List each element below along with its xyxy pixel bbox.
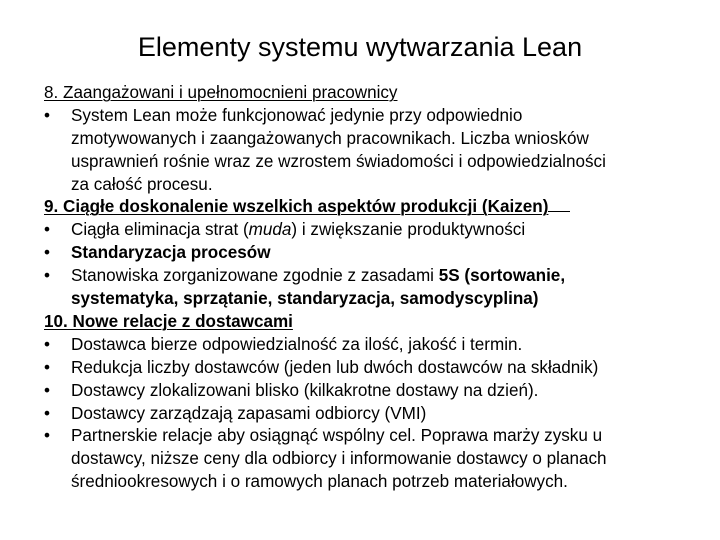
section-10-bullet-4 [44,403,709,426]
bullet-glyph: • [44,243,50,263]
section-9-bullet-2 [44,242,709,265]
bullet-continuation: usprawnień rośnie wraz ze wzrostem świadomości i odpowiedzialności [71,151,606,171]
bullet-glyph: • [44,105,50,125]
slide-body [44,82,709,494]
bullet-text-bold: systematyka, sprzątanie, standaryzacja, samodyscyplina) [71,289,539,309]
bullet-text: Redukcja liczby dostawców (jeden lub dwóch dostawców na składnik) [71,357,599,377]
bullet-text-part: ) i zwiększanie produktywności [291,220,526,240]
bullet-continuation: za całość procesu. [71,174,213,194]
bullet-glyph: • [44,403,50,423]
section-10-bullet-5 [44,425,709,448]
section-10-heading [44,311,709,334]
section-10-bullet-3 [44,380,709,403]
bullet-text [71,219,525,242]
bullet-text: System Lean może funkcjonować jedynie przy odpowiednio [71,105,523,125]
section-10-bullet-1 [44,334,709,357]
section-8-heading [44,82,709,105]
bullet-glyph: • [44,380,50,400]
bullet-glyph: • [44,426,50,446]
section-8-bullet-1 [44,105,709,128]
bullet-glyph: • [44,266,50,286]
bullet-text [71,265,565,288]
slide-title: Elementy systemu wytwarzania Lean [137,32,583,62]
bullet-text: Partnerskie relacje aby osiągnąć wspólny cel. Poprawa marży zysku u [71,426,603,446]
bullet-continuation: dostawcy, niższe ceny dla odbiorcy i informowanie dostawcy o planach [71,449,607,469]
section-10-bullet-2 [44,357,709,380]
bullet-text-part: Ciągła eliminacja strat ( [71,220,249,240]
bullet-glyph: • [44,220,50,240]
bullet-text-part: Stanowiska zorganizowane zgodnie z zasadami [71,266,439,286]
bullet-continuation: średniookresowych i o ramowych planach potrzeb materiałowych. [71,472,568,492]
bullet-text: Standaryzacja procesów [71,243,271,263]
bullet-continuation [44,288,709,311]
bullet-text-bold: 5S (sortowanie, [438,266,566,286]
bullet-text-italic: muda [248,220,292,240]
heading-underline-trail [548,196,570,212]
section-9-bullet-3 [44,265,709,288]
bullet-glyph: • [44,334,50,354]
bullet-text: Dostawcy zarządzają zapasami odbiorcy (VMI) [71,403,427,423]
bullet-glyph: • [44,357,50,377]
section-9-heading-text: 9. Ciągłe doskonalenie wszelkich aspektów produkcji (Kaizen) [44,197,549,217]
bullet-text: Dostawca bierze odpowiedzialność za ilość, jakość i termin. [71,334,523,354]
bullet-text: Dostawcy zlokalizowani blisko (kilkakrotne dostawy na dzień). [71,380,539,400]
section-8-heading-text: 8. Zaangażowani i upełnomocnieni pracownicy [44,83,398,102]
bullet-continuation: zmotywowanych i zaangażowanych pracownikach. Liczba wniosków [71,128,589,148]
section-9-bullet-1 [44,219,709,242]
section-10-heading-text: 10. Nowe relacje z dostawcami [44,311,293,331]
section-9-heading [44,196,709,219]
